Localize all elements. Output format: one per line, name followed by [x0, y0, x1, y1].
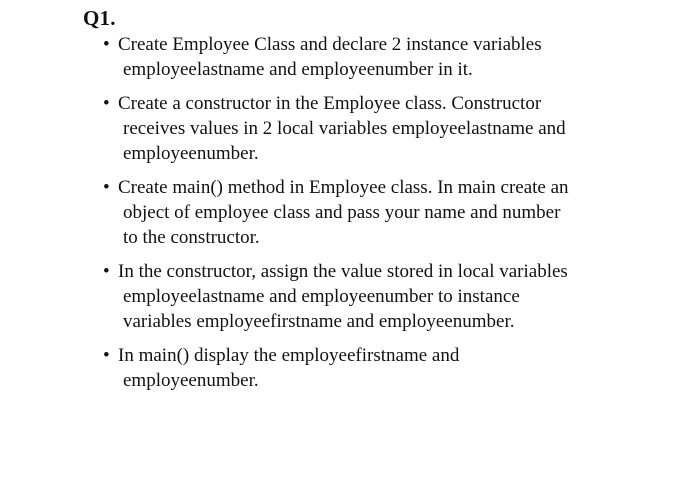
list-item-text: receives values in 2 local variables employeelastname and	[123, 118, 566, 139]
list-item-text: to the constructor.	[123, 227, 260, 248]
list-item-text: employeenumber.	[123, 143, 259, 164]
list-item-text: employeelastname and employeenumber in it.	[123, 59, 473, 80]
list-item-text: variables employeefirstname and employeenumber.	[123, 311, 515, 332]
list-item	[100, 175, 660, 250]
list-item-text: Create a constructor in the Employee class. Constructor	[118, 93, 542, 114]
list-item-text: In main() display the employeefirstname and	[118, 345, 460, 366]
bullet-icon: •	[103, 345, 110, 366]
instruction-list	[100, 32, 660, 402]
question-title: Q1.	[83, 6, 116, 30]
list-item-text: employeelastname and employeenumber to instance	[123, 286, 520, 307]
list-item	[100, 32, 660, 82]
list-item-text: employeenumber.	[123, 370, 259, 391]
list-item-text: Create main() method in Employee class. In main create an	[118, 177, 569, 198]
bullet-icon: •	[103, 177, 110, 198]
list-item	[100, 343, 660, 393]
list-item-text: In the constructor, assign the value stored in local variables	[118, 261, 568, 282]
list-item-text: object of employee class and pass your name and number	[123, 202, 561, 223]
bullet-icon: •	[103, 34, 110, 55]
bullet-icon: •	[103, 93, 110, 114]
list-item	[100, 259, 660, 334]
bullet-icon: •	[103, 261, 110, 282]
list-item	[100, 91, 660, 166]
list-item-text: Create Employee Class and declare 2 instance variables	[118, 34, 542, 55]
